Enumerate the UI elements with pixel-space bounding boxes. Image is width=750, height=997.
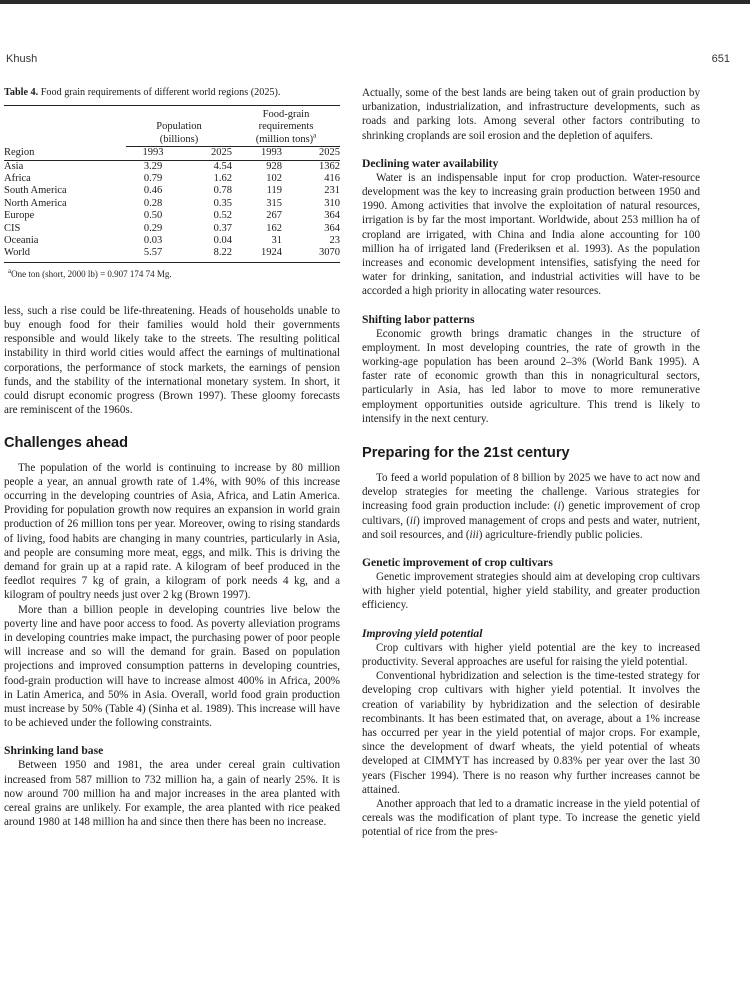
table-group-header-row-3: [4, 134, 340, 147]
table-cell-region: Europe: [4, 210, 35, 222]
table-cell: 162: [266, 222, 282, 234]
table-cell: 0.37: [213, 222, 232, 234]
table-cell-region: CIS: [4, 222, 21, 234]
food-grain-table: [4, 105, 340, 263]
table-row: [4, 223, 340, 235]
paragraph: Conventional hybridization and selection is the time-tested strategy for developing crop cultivars with higher yield potential. It involves the creation of variability by hybridization and the selection of desirable recombinants. It has been estimated that, on average, about a 1% increase has occurred per year in the yield potential of major crops. For example, since the development of dwarf wheats, the yield potential of wheats developed at CIMMYT has increased by 0.83% per year over the last 30 years (Fischer 1994). There is no reason why further increases cannot be attained.: [362, 670, 700, 796]
table-cell: 102: [266, 173, 282, 185]
paragraph: The population of the world is continuing to increase by 80 million people a year, an annual growth rate of 1.4%, with 90% of this increase occurring in the developing countries of Asia, Africa, and Latin America. Providing for population growth now requires an expansion in world grain production of 26 million tons per year. Moreover, owing to rising standards of living, food habits are changing in many countries, particularly in Asia, and people are consuming more meat, eggs, and milk. This is driving the demand for grain up at a rapid rate. A kilogram of beef produced in the feedlot requires 7 kg of grain, a kilogram of pork needs 4 kg, and a kilogram of poultry needs just over 2 kg (Brown 1997).: [4, 461, 340, 602]
table-cell: 0.52: [213, 210, 232, 222]
table-footnote-text: One ton (short, 2000 lb) = 0.907 174 74 Mg.: [11, 268, 172, 279]
table-cell: 3.29: [143, 160, 163, 172]
paragraph: More than a billion people in developing countries live below the poverty line and have poor access to food. As poverty alleviation programs in developing countries make impact, the purchasing power of poor people will increase and so will the demand for grain. Based on population projections and improved consumption patterns in developing countries, food-grain production will have to increase almost 400% in Africa, 200% in Latin America, and 50% in Asia. Overall, world food grain production must increase by 50% (Table 4) (Sinha et al. 1989). This increase will have to be achieved under the following constraints.: [4, 603, 340, 730]
table-group-food-line2: requirements: [258, 121, 314, 133]
table-cell: 1362: [319, 160, 340, 172]
table-header-year: 1993: [126, 147, 180, 160]
table-cell: 231: [324, 185, 340, 197]
left-column: [4, 86, 340, 829]
paragraph: Between 1950 and 1981, the area under cereal grain cultivation increased from 587 million to 732 million ha, a gain of nearly 25%. It is now around 700 million ha and major increases in the area planted with cereal grains are unlikely. For example, the area planted with rice peaked around 1980 at 148 million ha and since then there has been no increase.: [4, 759, 340, 829]
subsection-heading-genetic: Genetic improvement of crop cultivars: [362, 556, 553, 570]
paragraph-strategies: To feed a world population of 8 billion by 2025 we have to act now and develop strategies for meeting the challenge. Various strategies for increasing food grain production include: (i) genetic improvement of crop cultivars, (ii) improved management of crops and pests and water, nutrient, and soil resources, and (iii) agriculture-friendly public policies.: [362, 472, 700, 541]
table-caption-text: Food grain requirements of different world regions (2025).: [40, 87, 281, 98]
table-cell: 928: [266, 160, 282, 172]
table-row: [4, 173, 340, 185]
table-cell: 364: [324, 210, 340, 222]
table-cell: 0.03: [143, 235, 163, 247]
table-row: [4, 210, 340, 222]
table-cell: 1.62: [213, 173, 232, 185]
table-column-header-row: [4, 147, 340, 160]
table-cell-region: Africa: [4, 173, 31, 185]
paragraph: Actually, some of the best lands are being taken out of grain production by urbanization, industrialization, and infrastructure developments, such as roads and parking lots. Among several other factors contributing to shrinking croplands are soil erosion and the depletion of aquifers.: [362, 87, 700, 142]
table-footnote-mark: a: [8, 266, 12, 275]
table-cell: 315: [266, 197, 282, 209]
table-cell: 267: [266, 210, 282, 222]
table-row: [4, 198, 340, 210]
section-heading-challenges: Challenges ahead: [4, 434, 129, 451]
table-caption: [4, 86, 340, 99]
table-cell: 0.28: [143, 197, 163, 209]
table-header-year: 1993: [232, 147, 282, 160]
table-cell: 8.22: [213, 247, 232, 259]
table-group-header-row-1: [4, 109, 340, 121]
page-number: 651: [711, 53, 730, 65]
table-cell: 0.29: [143, 222, 163, 234]
table-cell: 1924: [261, 247, 282, 259]
table-cell-region: North America: [4, 197, 67, 209]
table-row: [4, 185, 340, 197]
table-cell: 31: [271, 235, 282, 247]
table-cell: 416: [324, 173, 340, 185]
table-row: [4, 160, 340, 173]
table-food-unit: (million tons): [255, 133, 314, 145]
table-cell-region: Oceania: [4, 235, 39, 247]
table-cell-region: South America: [4, 185, 67, 197]
table-cell: 4.54: [213, 160, 232, 172]
right-column: [362, 86, 700, 840]
paragraph: Economic growth brings dramatic changes in the structure of employment. In most developing countries, the rate of growth in the working-age population has been around 2–3% (World Bank 1995). A faster rate of economic growth than this in nonagricultural sectors, particularly in Asia, has led labor to move to more remunerative employment opportunities outside agriculture. This trend is likely to intensify in the next century.: [362, 327, 700, 425]
subsection-heading-shrinking-land: Shrinking land base: [4, 744, 104, 758]
table-cell: 0.35: [213, 197, 232, 209]
paragraph: Crop cultivars with higher yield potential are the key to increased productivity. Several approaches are useful for raising the yield potential.: [362, 641, 700, 668]
table-cell: 0.78: [213, 185, 232, 197]
table-group-food-line1: Food-grain: [262, 109, 310, 120]
table-group-header-row-2: [4, 121, 340, 133]
table-row: [4, 235, 340, 247]
paragraph: Another approach that led to a dramatic increase in the yield potential of cereals was the modification of plant type. To increase the genetic yield potential of rice from the pres-: [362, 797, 700, 839]
section-heading-preparing: Preparing for the 21st century: [362, 445, 570, 462]
table-cell: 0.50: [143, 210, 163, 222]
running-head-author: Khush: [6, 53, 38, 65]
subsection-heading-labor: Shifting labor patterns: [362, 312, 475, 326]
table-group-food-line3: [232, 131, 340, 147]
table-cell: 23: [329, 235, 340, 247]
table-header-year: 2025: [282, 147, 340, 160]
paragraph: Genetic improvement strategies should aim at developing crop cultivars with higher yield potential, higher yield stability, and greater production efficiency.: [362, 571, 700, 612]
table-header-year: 2025: [180, 147, 232, 160]
paragraph-continued: less, such a rise could be life-threatening. Heads of households unable to buy enough food for their families would hold their governments responsible and would likely take to the streets. The resulting political instability in third world cities would affect the earnings of multinational corporations, the performance of stock markets, the earnings of pension funds, and the stability of the international monetary system. In short, it could disrupt economic progress (Brown 1997). These gloomy forecasts are reminiscent of the 1960s.: [4, 304, 340, 417]
table-note-mark: a: [313, 131, 317, 140]
table-group-population-line2: (billions): [126, 134, 232, 147]
table-cell: 0.04: [213, 235, 232, 247]
table-cell: 0.46: [143, 185, 163, 197]
page-top-shadow: [0, 0, 750, 4]
table-cell: 364: [324, 222, 340, 234]
subsubsection-heading-yield: Improving yield potential: [362, 626, 483, 640]
table-row: [4, 247, 340, 259]
table-group-population-line1: Population: [156, 121, 202, 133]
table-footnote: [8, 268, 340, 280]
subsection-heading-water: Declining water availability: [362, 156, 499, 170]
table-cell: 310: [324, 197, 340, 209]
table-cell: 5.57: [143, 247, 163, 259]
paragraph: Water is an indispensable input for crop production. Water-resource development was the key to increasing grain production between 1950 and 1990. Among activities that involve the exploitation of natural resources, irrigation is by far the most important. Worldwide, about 253 million ha of cropland are irrigated, with China and India alone accounting for 100 million ha of irrigated land (Frederiksen et al. 1993). As the population increases and economic development intensifies, satisfying the need for water for drinking, sanitation, and industrial activities will have to be accorded a high priority in allocating water resources.: [362, 171, 700, 298]
table-cell-region: Asia: [4, 160, 24, 172]
table-cell: 0.79: [143, 173, 163, 185]
table-header-region: Region: [4, 147, 126, 160]
table-cell-region: World: [4, 247, 30, 259]
table-cell: 119: [266, 185, 282, 197]
table-caption-label: Table 4.: [4, 87, 39, 98]
table-cell: 3070: [319, 247, 340, 259]
